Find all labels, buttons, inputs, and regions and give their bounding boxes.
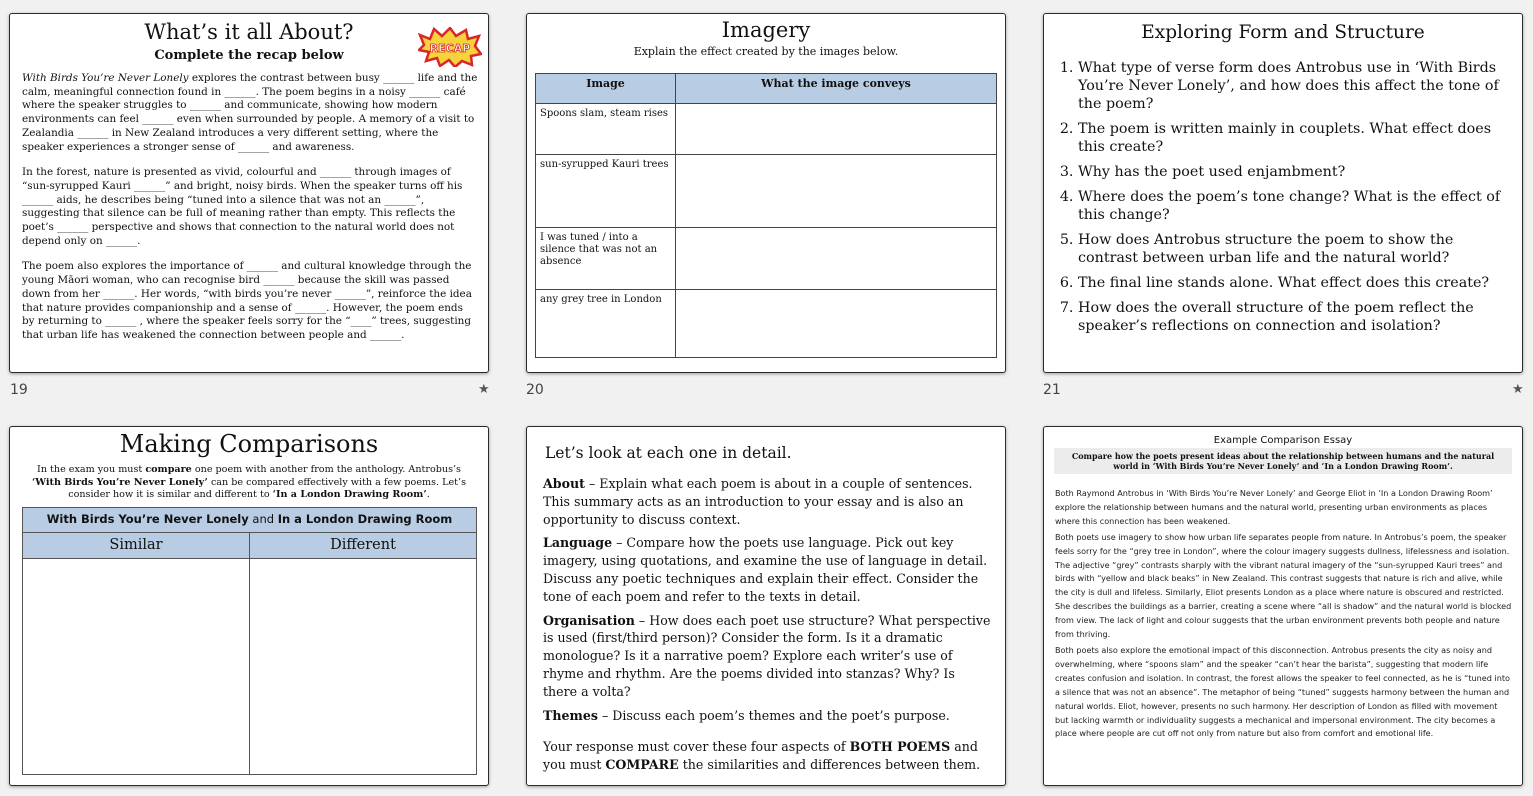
slide-title: Making Comparisons bbox=[119, 430, 379, 458]
conveys-cell bbox=[676, 155, 997, 228]
image-cell: sun-syrupped Kauri trees bbox=[536, 155, 676, 228]
image-cell: I was tuned / into a silence that was not an absence bbox=[536, 228, 676, 290]
essay-text bbox=[1055, 487, 1513, 743]
conveys-cell bbox=[676, 290, 997, 358]
image-cell: Spoons slam, steam rises bbox=[536, 104, 676, 155]
recap-paragraph: In the forest, nature is presented as vivid, colourful and ______ through images of “sun-syrupped Kauri ______” and bright, noisy birds. When the speaker turns off his ______ aids, he describes being “tuned into a silence that was not an ______”, suggesting that silence can be full of meaning rather than empty. This reflects the poet’s ______ perspective and shows that connection to the natural world does not depend only on ______. bbox=[22, 166, 463, 247]
question-item: 1. What type of verse form does Antrobus use in ‘With Birds You’re Never Lonely’, and how does this affect the tone of the poem? bbox=[1078, 59, 1508, 113]
essay-paragraph: Both poets also explore the emotional impact of this disconnection. Antrobus presents the city as noisy and overwhelming, where “spoons slam” and the speaker “can’t hear the barista”, suggesting that modern life creates confusion and isolation. In contrast, the forest allows the speaker to feel connected, as he is “tuned into a silence that was not an absence”. The metaphor of being “tuned” suggests harmony between the human and natural worlds. Eliot, however, presents no such harmony. Her description of London as filled with movement but lacking warmth or individuality suggests a mechanical and impersonal environment. The city becomes a place where people are cut off not only from nature but also from comfort and emotional life. bbox=[1055, 644, 1510, 739]
slide-number: 21 bbox=[1043, 382, 1061, 398]
essay-question: Compare how the poets present ideas about the relationship between humans and the natural world in ‘With Birds You’re Never Lonely’ and ‘In a London Drawing Room’. bbox=[1054, 448, 1512, 474]
grid-header: With Birds You’re Never Lonely and In a London Drawing Room bbox=[23, 508, 476, 533]
detail-text bbox=[543, 475, 991, 780]
slide-thumbnail-19[interactable] bbox=[9, 13, 489, 373]
slide-thumbnail-22[interactable] bbox=[9, 426, 489, 786]
question-item: 7. How does the overall structure of the poem reflect the speaker’s reflections on connection and isolation? bbox=[1078, 299, 1508, 335]
recap-paragraph: With Birds You’re Never Lonely explores the contrast between busy ______ life and the calm, meaningful connection found in ______. The poem begins in a noisy ______ café where the speaker struggles to ______ and communicate, showing how modern environments can feel ______ even when surrounded by people. A memory of a visit to Zealandia ______ in New Zealand introduces a very different setting, where the speaker experiences a stronger sense of ______ and awareness. bbox=[22, 72, 478, 153]
question-item: 6. The final line stands alone. What effect does this create? bbox=[1078, 274, 1508, 292]
question-item: 3. Why has the poet used enjambment? bbox=[1078, 163, 1508, 181]
table-header: What the image conveys bbox=[676, 74, 997, 104]
conveys-cell bbox=[676, 228, 997, 290]
slide-title: Let’s look at each one in detail. bbox=[545, 444, 792, 462]
imagery-table bbox=[535, 73, 997, 358]
essay-paragraph: Both Raymond Antrobus in ‘With Birds You’re Never Lonely’ and George Eliot in ‘In a London Drawing Room’ explore the relationship between humans and the natural world, presenting urban environments as places where this connection has been weakened. bbox=[1055, 488, 1493, 526]
slide-number: 19 bbox=[10, 382, 28, 398]
table-row bbox=[536, 228, 997, 290]
slide-title: Imagery bbox=[721, 18, 811, 42]
different-header: Different bbox=[250, 533, 476, 559]
slide-thumbnail-23[interactable] bbox=[526, 426, 1006, 786]
slide-subtitle: Complete the recap below bbox=[154, 48, 344, 63]
image-cell: any grey tree in London bbox=[536, 290, 676, 358]
slide-thumbnail-24[interactable] bbox=[1043, 426, 1523, 786]
table-row bbox=[536, 104, 997, 155]
recap-badge-icon bbox=[418, 27, 482, 67]
similar-header: Similar bbox=[23, 533, 249, 559]
star-icon[interactable]: ★ bbox=[478, 382, 490, 397]
section-themes: Themes – Discuss each poem’s themes and the poet’s purpose. bbox=[543, 707, 950, 723]
slide-thumbnail-20[interactable] bbox=[526, 13, 1006, 373]
section-about: About – Explain what each poem is about in a couple of sentences. This summary acts as an introduction to your essay and is also an opportunity to discuss context. bbox=[543, 476, 973, 527]
comparison-grid bbox=[22, 507, 477, 775]
slide-thumbnail-21[interactable] bbox=[1043, 13, 1523, 373]
badge-label: RECAP bbox=[429, 42, 471, 55]
recap-text bbox=[22, 72, 478, 355]
slide-number: 20 bbox=[526, 382, 544, 398]
comparison-intro: In the exam you must compare one poem with another from the anthology. Antrobus’s ‘With Birds You’re Never Lonely’ can be compared effectively with a few poems. Let’s consider how it is similar and different to ‘In a London Drawing Room’. bbox=[31, 464, 467, 500]
different-column bbox=[249, 533, 476, 775]
table-row bbox=[536, 290, 997, 358]
closing-text: Your response must cover these four aspects of BOTH POEMS and you must COMPARE the similarities and differences between them. bbox=[543, 739, 981, 773]
question-list bbox=[1052, 59, 1508, 342]
conveys-cell bbox=[676, 104, 997, 155]
section-language: Language – Compare how the poets use language. Pick out key imagery, using quotations, and examine the use of language in detail. Discuss any poetic techniques and explain their effect. Consider the tone of each poem and refer to the texts in detail. bbox=[543, 535, 988, 604]
question-item: 4. Where does the poem’s tone change? What is the effect of this change? bbox=[1078, 188, 1508, 224]
table-row bbox=[536, 155, 997, 228]
slide-title: What’s it all About? bbox=[144, 20, 354, 44]
star-icon[interactable]: ★ bbox=[1512, 382, 1524, 397]
question-item: 2. The poem is written mainly in couplets. What effect does this create? bbox=[1078, 120, 1508, 156]
question-item: 5. How does Antrobus structure the poem to show the contrast between urban life and the natural world? bbox=[1078, 231, 1508, 267]
recap-paragraph: The poem also explores the importance of ______ and cultural knowledge through the young Māori woman, who can recognise bird ______ because the skill was passed down from her ______. Her words, “with birds you’re never ______”, reinforce the idea that nature provides companionship and a sense of ______. However, the poem ends by returning to ______ , where the speaker feels sorry for the “____” trees, suggesting that urban life has weakened the connection between people and ______. bbox=[22, 260, 472, 341]
section-organisation: Organisation – How does each poet use structure? What perspective is used (first/third person)? Consider the form. Is it a dramatic monologue? Is it a narrative poem? Explore each writer’s use of rhyme and rhythm. Are the poems divided into stanzas? Why? Is there a volta? bbox=[543, 612, 991, 699]
essay-paragraph: Both poets use imagery to show how urban life separates people from nature. In Antrobus’s poem, the speaker feels sorry for the “grey tree in London”, where the colour imagery suggests dullness, lifelessness and isolation. The adjective “grey” contrasts sharply with the vibrant natural imagery of the “sun-syrupped Kauri trees” and birds with “yellow and black beaks” in New Zealand. This contrast suggests that nature is rich and alive, while the city is dull and lifeless. Similarly, Eliot presents London as a place where nature is obscured and restricted. She describes the buildings as a barrier, creating a scene where “all is shadow” and the natural world is blocked from view. The lack of light and colour suggests that the urban environment prevents both people and nature from thriving. bbox=[1055, 531, 1512, 640]
slide-title: Exploring Form and Structure bbox=[1141, 22, 1425, 43]
similar-column bbox=[23, 533, 249, 775]
slide-subtitle: Explain the effect created by the images below. bbox=[633, 45, 899, 58]
table-header: Image bbox=[536, 74, 676, 104]
slide-title: Example Comparison Essay bbox=[1213, 435, 1353, 446]
